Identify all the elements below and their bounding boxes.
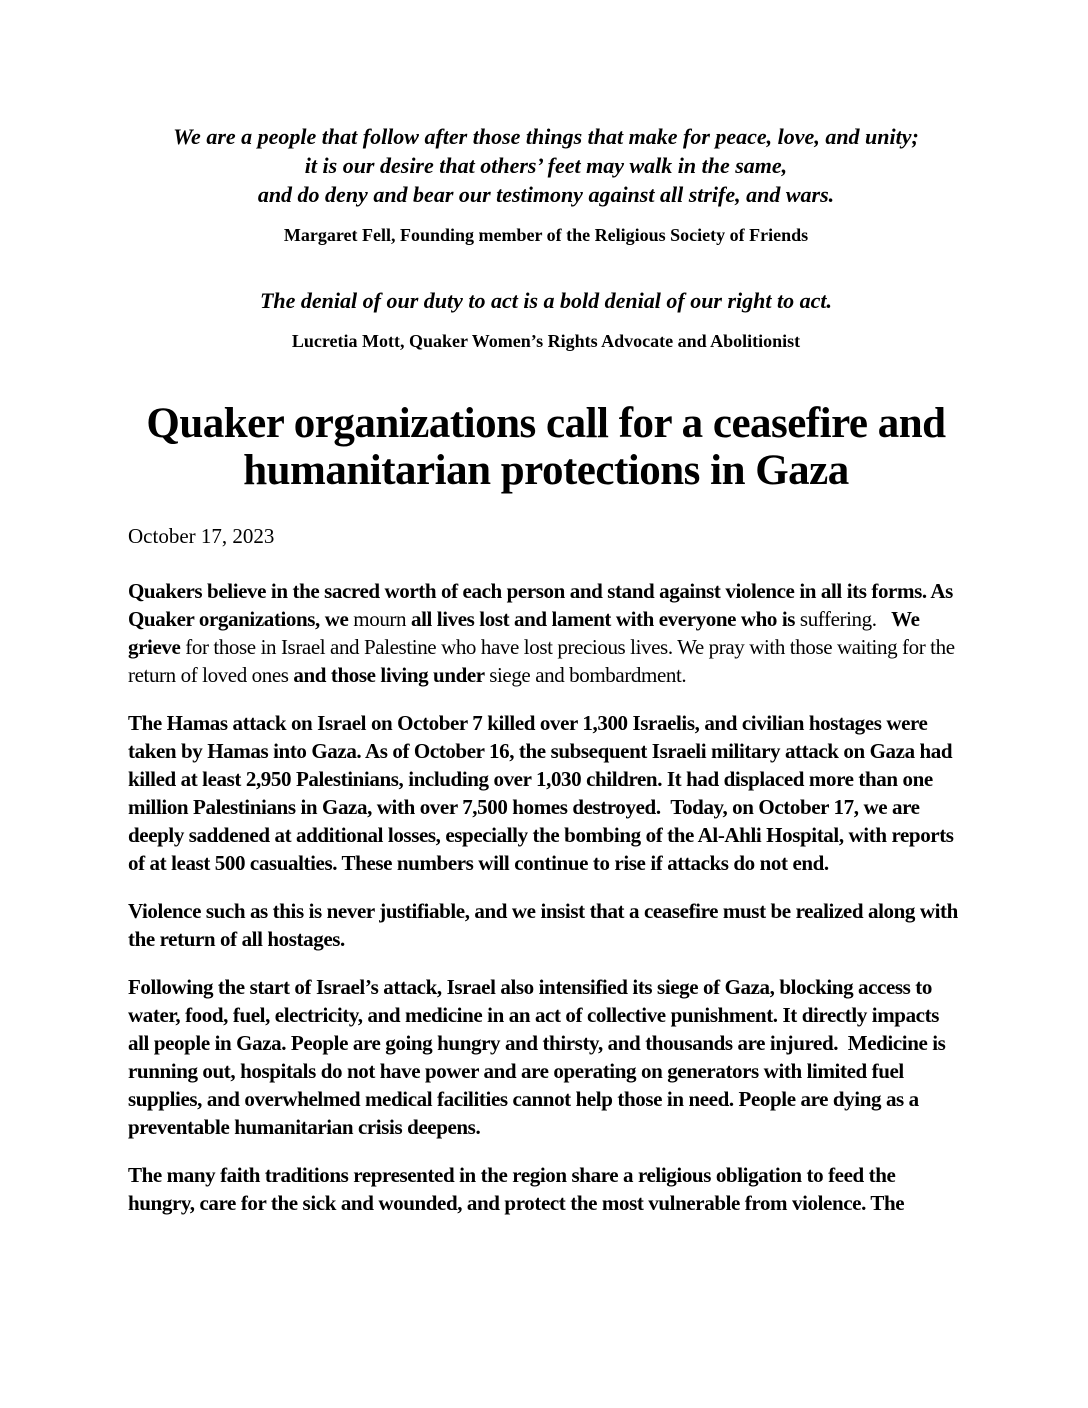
text-segment: and those living under bbox=[293, 663, 490, 687]
text-segment: suffering. bbox=[799, 607, 892, 631]
text-segment: siege and bombardment. bbox=[489, 663, 687, 687]
quote-2-line-1: The denial of our duty to act is a bold denial of our right to act. bbox=[259, 288, 833, 313]
text-segment: The Hamas attack on Israel on October 7 killed over 1,300 Israelis, and civilian hostages were taken by Hamas into Gaza. As of October 16, the subsequent Israeli military attack on Gaza had killed at least 2,950 Palestinians, including over 1,030 children. It had displaced more than one million Palestinians in Gaza, with over 7,500 homes destroyed. Today, on October 17, we are deeply saddened at additional losses, especially the bombing of the Al-Ahli Hospital, with reports of at least 500 casualties. These numbers will continue to rise if attacks do not end. bbox=[128, 711, 954, 875]
text-segment: Violence such as this is never justifiable, and we insist that a ceasefire must be realized along with the return of all hostages. bbox=[128, 899, 958, 951]
quote-1-line-1: We are a people that follow after those things that make for peace, love, and unity; bbox=[173, 124, 919, 149]
text-segment: We grieve bbox=[128, 607, 920, 659]
text-segment: Following the start of Israel’s attack, Israel also intensified its siege of Gaza, blocking access to water, food, fuel, electricity, and medicine in an act of collective punishment. It directly impacts all people in Gaza. People are going hungry and thirsty, and thousands are injured. Medicine is running out, hospitals do not have power and are operating on generators with limited fuel supplies, and overwhelmed medical facilities cannot help those in need. People are dying as a preventable humanitarian crisis deepens. bbox=[128, 975, 946, 1139]
text-segment: Quakers believe in the sacred worth of each person and stand against violence in all its forms. As Quaker organizations, we bbox=[128, 579, 953, 631]
paragraph-4 bbox=[128, 973, 964, 1141]
quote-1-attribution: Margaret Fell, Founding member of the Religious Society of Friends bbox=[283, 225, 809, 245]
paragraph-3 bbox=[128, 897, 964, 953]
quote-1-line-2: it is our desire that others’ feet may walk in the same, bbox=[304, 153, 788, 178]
paragraph-2 bbox=[128, 709, 964, 877]
text-segment: mourn bbox=[353, 607, 411, 631]
text-segment: all lives lost and lament with everyone who is bbox=[410, 607, 800, 631]
quote-2-text bbox=[128, 286, 964, 315]
quote-2-attribution: Lucretia Mott, Quaker Women’s Rights Advocate and Abolitionist bbox=[291, 331, 801, 351]
quote-1-line-3: and do deny and bear our testimony against all strife, and wars. bbox=[257, 182, 835, 207]
text-segment: for those in Israel and Palestine who have lost precious lives. We pray with those waiting for the return of loved ones bbox=[128, 635, 955, 687]
epigraph-quote-2 bbox=[128, 286, 964, 352]
epigraph-quote-1 bbox=[128, 122, 964, 246]
paragraph-1 bbox=[128, 577, 964, 689]
document-date: October 17, 2023 bbox=[128, 524, 275, 548]
paragraph-5 bbox=[128, 1161, 964, 1217]
quote-1-text bbox=[128, 122, 964, 209]
document-title: Quaker organizations call for a ceasefire and humanitarian protections in Gaza bbox=[146, 400, 946, 494]
text-segment: The many faith traditions represented in the region share a religious obligation to feed the hungry, care for the sick and wounded, and protect the most vulnerable from violence. The bbox=[128, 1163, 905, 1215]
